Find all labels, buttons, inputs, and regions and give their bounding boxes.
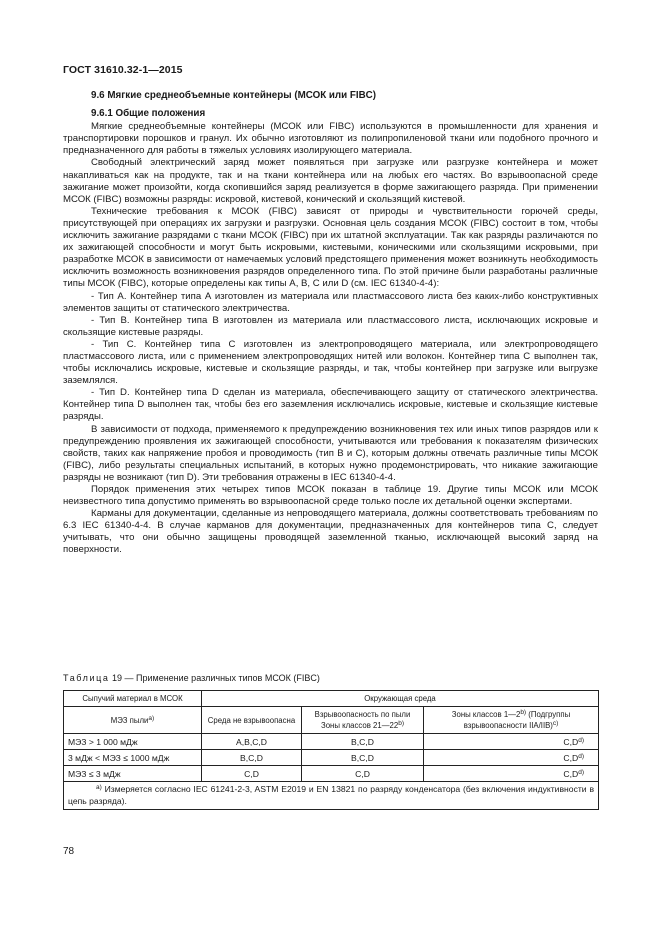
header-dust-text: Взрывоопасность по пыли Зоны классов 21—22	[314, 710, 411, 730]
cell-dust: B,C,D	[302, 734, 424, 750]
header-mie	[64, 707, 202, 734]
cell-dust: C,D	[302, 766, 424, 782]
paragraph: Свободный электрический заряд может появляться при загрузке или разгрузке контейнера и может накапливаться как на продукте, так и на ткани контейнера или на любых его частях. Во взрывоопасной среде зажигание может произойти, когда скопившийся заряд реализуется в форме зажигающего разряда. При применении МСОК (FIBC) возможны разряды: искровой, кистевой, конический и скользящий кистевой.	[63, 157, 598, 205]
footnote-ref: d)	[578, 736, 585, 744]
cell-gas	[424, 766, 599, 782]
cell-gas	[424, 734, 599, 750]
table-caption-text: 19 — Применение различных типов МСОК (FIBC)	[109, 673, 320, 683]
table-footnote	[64, 782, 599, 810]
subsection-title: 9.6.1 Общие положения	[91, 108, 206, 120]
header-mie-text: МЭЗ пыли	[110, 715, 149, 725]
cell-dust: B,C,D	[302, 750, 424, 766]
cell-gas-value: C,D	[563, 768, 579, 779]
page-number: 78	[63, 846, 75, 857]
section-title: 9.6 Мягкие среднеобъемные контейнеры (МСОК или FIBC)	[91, 90, 376, 101]
footnote-mark: a)	[96, 784, 102, 791]
list-item-type-b: - Тип В. Контейнер типа В изготовлен из материала или пластмассового листа, исключающих искровые и скользящие кистевые разряды.	[63, 314, 598, 338]
footnote-ref: d)	[578, 752, 585, 760]
table-19	[63, 690, 599, 810]
document-code-header: ГОСТ 31610.32-1—2015	[63, 64, 183, 76]
header-dust-zones	[302, 707, 424, 734]
table-row	[64, 750, 599, 766]
footnote-ref: b)	[398, 720, 404, 727]
paragraph: Технические требования к МСОК (FIBC) зависят от природы и чувствительности горючей среды, присутствующей при операциях их загрузки и разгрузки. Основная цель создания МСОК (FIBC) состоит в том, чтобы исключить зажигание разрядами с ткани МСОК (FIBC) при их штатной эксплуатации. Так как разряды различаются по их зажигающей способности и могут быть искровыми, кистевыми, коническими или скользящими искровыми, при разработке МСОК в зависимости от намечаемых условий предстоящего применения может возникнуть необходимость исключить возможность возникновения разрядов определенного типа. По этой причине были разработаны различные типы МСОК (FIBC), которые определены как типы А, В, С или D (см. IEC 61340-4-4):	[63, 205, 598, 290]
header-gas-text: Зоны классов 1—2	[451, 710, 521, 719]
header-gas-zones	[424, 707, 599, 734]
paragraph: Порядок применения этих четырех типов МСОК показан в таблице 19. Другие типы МСОК или МСОК неизвестного типа допустимо применять во взрывоопасной среде только после их детальной оценки экспертами.	[63, 484, 598, 508]
table-row	[64, 734, 599, 750]
row-label: МЭЗ ≤ 3 мДж	[64, 766, 202, 782]
header-gas-subgroups: (Подгруппы взрывоопасности IIA/IIB)	[463, 710, 571, 730]
footnote-ref: a)	[148, 714, 155, 722]
paragraph: В зависимости от подхода, применяемого к предупреждению возникновения тех или иных типов разрядов или к предупреждению проявления их зажигающей способности, учитываются или требования к показателям физических свойств, таких как напряжение пробоя и проводимость (тип В и С), которым должны отвечать различные типы МСОК (FIBC), либо результаты специальных испытаний, в которых нужно продемонстрировать, что никакие зажигающие разряды не возникают (тип D). Эти требования отражены в IEC 61340-4-4.	[63, 423, 598, 483]
row-label: МЭЗ > 1 000 мДж	[64, 734, 202, 750]
header-environment: Окружающая среда	[202, 691, 599, 707]
table-row	[64, 766, 599, 782]
list-item-type-a: - Тип А. Контейнер типа А изготовлен из материала или пластмассового листа без каких-либо конструктивных элементов защиты от статического электричества.	[63, 290, 598, 314]
cell-safe: A,B,C,D	[202, 734, 302, 750]
table-caption	[63, 673, 320, 683]
footnote-ref: d)	[578, 768, 585, 776]
header-non-hazardous: Среда не взрывоопасна	[202, 707, 302, 734]
cell-gas-value: C,D	[563, 752, 579, 763]
footnote-text: Измеряется согласно IEC 61241-2-3, ASTM E2019 и EN 13821 по разряду конденсатора (без включения индуктивности в цепь разряда).	[68, 784, 595, 806]
paragraph: Карманы для документации, сделанные из непроводящего материала, должны соответствовать требованиям по 6.3 IEC 61340-4-4. В случае карманов для документации, предназначенных для контейнеров типа С, следует учитывать, что они обычно защищены проводящей заземленной тканью, исключающей высокий заряд на поверхности.	[63, 508, 598, 556]
list-item-type-d: - Тип D. Контейнер типа D сделан из материала, обеспечивающего защиту от статического электричества. Контейнер типа D выполнен так, чтобы без его заземления исключались искровые, кистевые и скользящие кистевые разряды.	[63, 387, 598, 423]
cell-safe: C,D	[202, 766, 302, 782]
cell-safe: B,C,D	[202, 750, 302, 766]
section-body	[63, 90, 598, 557]
row-label: 3 мДж < МЭЗ ≤ 1000 мДж	[64, 750, 202, 766]
footnote-ref: c)	[552, 720, 559, 727]
footnote-ref: b)	[520, 709, 527, 716]
cell-gas-value: C,D	[563, 736, 579, 747]
list-item-type-c: - Тип С. Контейнер типа С изготовлен из электропроводящего материала, или электропроводящего пластмассового листа, или с применением электропроводящих нитей или волокон. Контейнер типа С выполнен так, чтобы исключались искровые, кистевые и скользящие разряды, и так, чтобы контейнер при загрузке или выгрузке заземлялся.	[63, 338, 598, 387]
paragraph: Мягкие среднеобъемные контейнеры (МСОК или FIBC) используются в промышленности для хранения и транспортировки порошков и гранул. Их обычно изготовляют из полипропиленовой ткани или подобного прочного и предназначенного для работы в тяжелых условиях изолирующего материала.	[63, 121, 598, 157]
table-caption-prefix: Таблица	[63, 673, 110, 683]
cell-gas	[424, 750, 599, 766]
header-bulk-material: Сыпучий материал в МСОК	[64, 691, 202, 707]
